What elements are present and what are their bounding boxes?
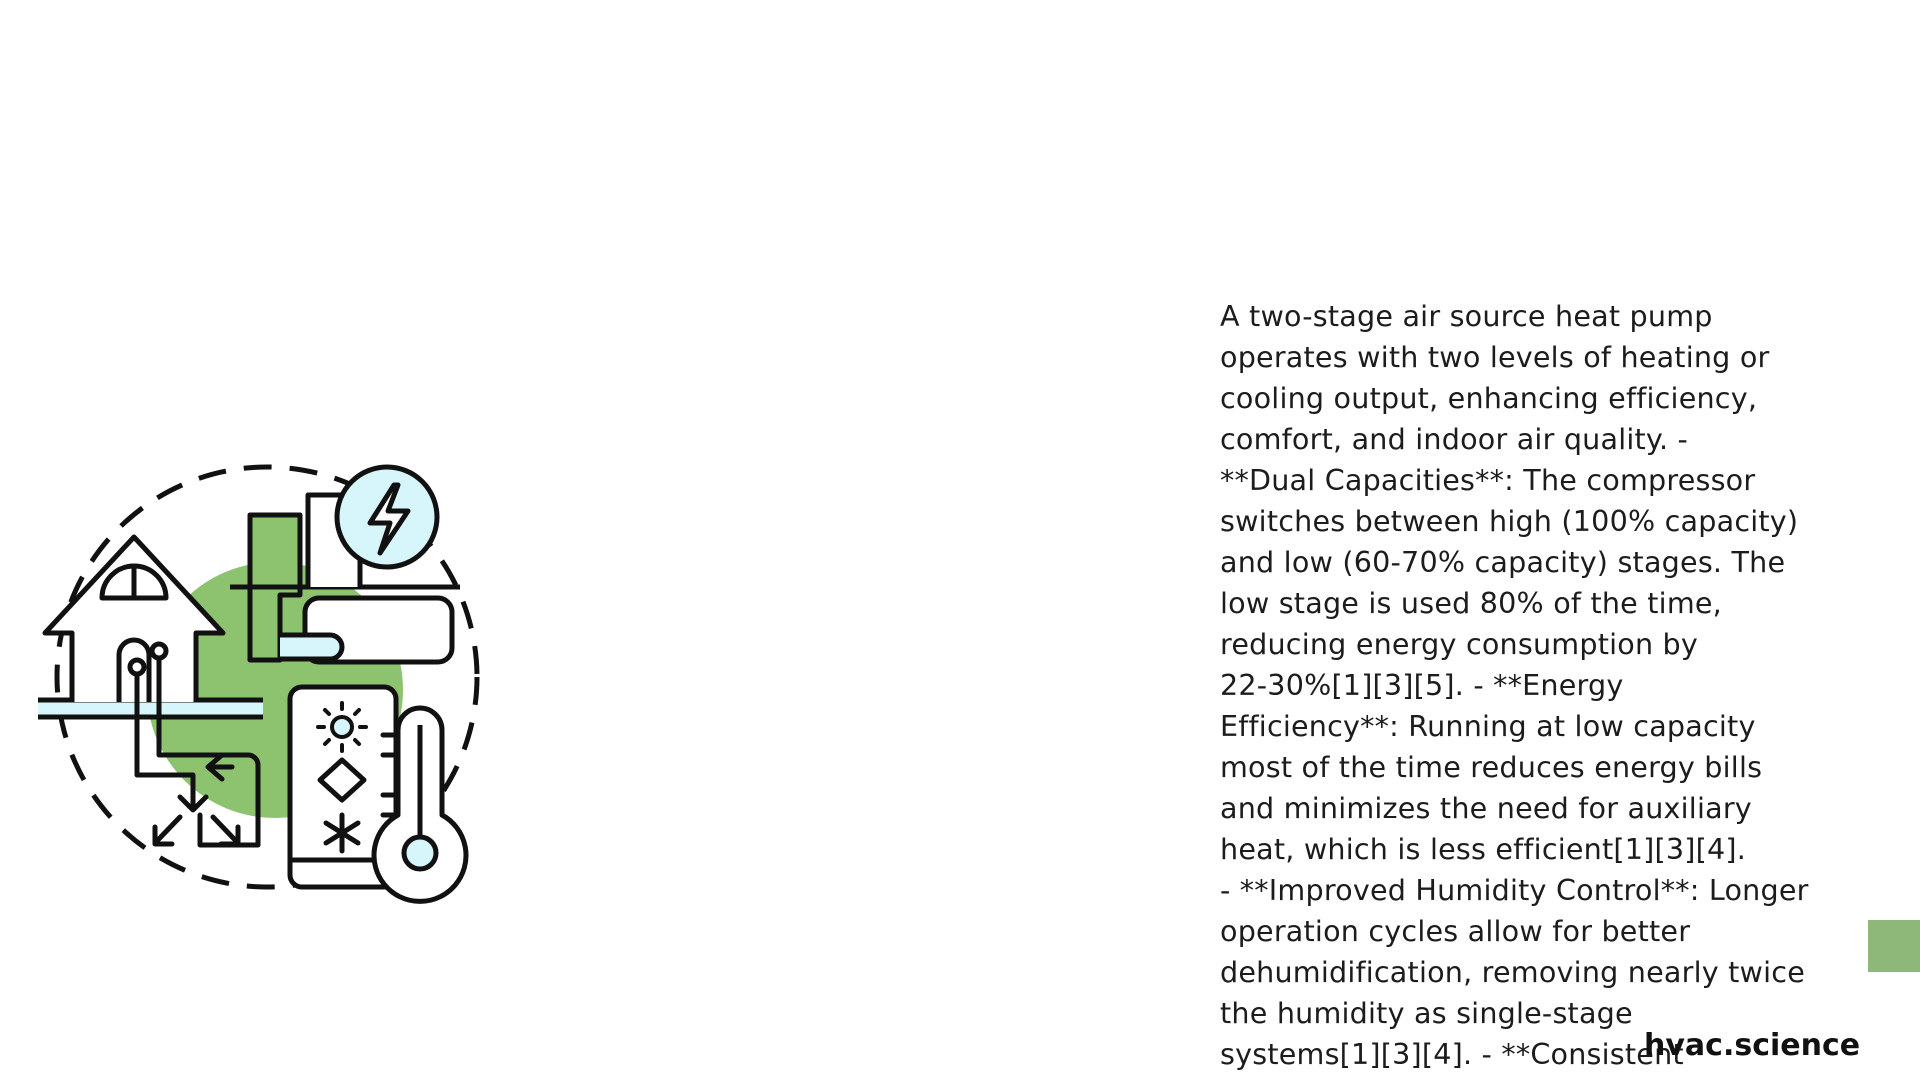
article-body: A two-stage air source heat pump operates with two levels of heating or cooling output, enhancing efficiency, comfort, and indoor air quality. - **Dual Capacities**: The compressor switches between high (100% capacity) and low (60-70% capacity) stages. The low stage is used 80% of the time, reducing energy consumption by 22-30%[1][3][5]. - **Energy Efficiency**: Running at low capacity most of the time reduces energy bills and minimizes the need for auxiliary heat, which is less efficient[1][3][4]. - **Improved Humidity Control**: Longer operation cycles allow for better dehumidification, removing nearly twice the humidity as single-stage systems[1][3][4]. - **Consistent xyxy=(1220,299,1809,1071)
house-icon xyxy=(45,537,223,702)
heat-pump-illustration xyxy=(30,455,500,905)
site-brand: hvac.science xyxy=(1644,1028,1861,1063)
corner-tab[interactable] xyxy=(1868,920,1920,972)
lightning-bolt-icon xyxy=(337,467,437,567)
ground-line-icon xyxy=(38,700,263,717)
sun-icon xyxy=(318,703,366,751)
